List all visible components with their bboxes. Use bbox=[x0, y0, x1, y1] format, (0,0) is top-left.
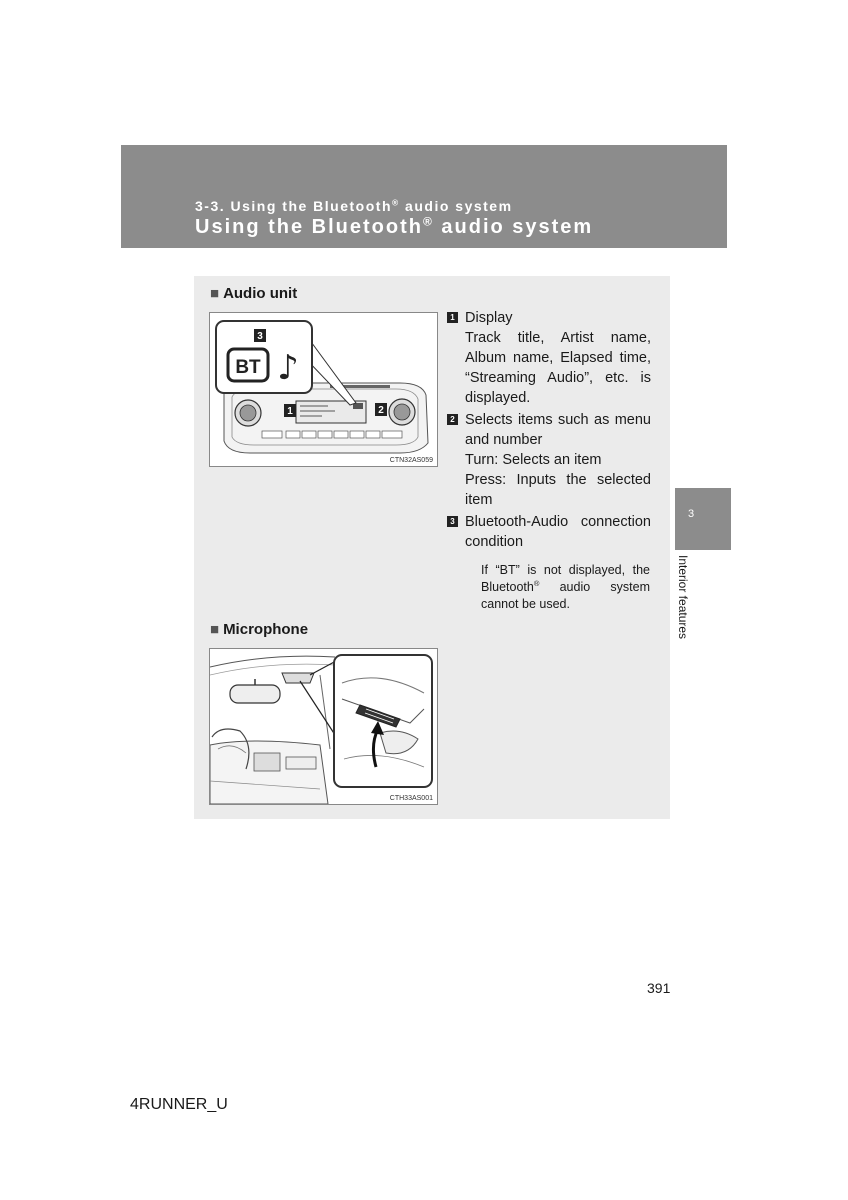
microphone-illustration bbox=[210, 649, 437, 804]
list-item bbox=[447, 308, 651, 408]
callout-list bbox=[447, 308, 651, 554]
chapter-tab bbox=[675, 488, 731, 550]
item-number: 2 bbox=[447, 414, 458, 425]
bt-note: If “BT” is not displayed, the Bluetooth® audio system cannot be used. bbox=[481, 563, 650, 611]
item-number: 3 bbox=[447, 516, 458, 527]
audio-unit-illustration bbox=[210, 313, 437, 466]
item-text: Turn: Selects an item bbox=[465, 452, 602, 468]
page-title: Using the Bluetooth® audio system bbox=[195, 214, 594, 238]
callout-3: 3 bbox=[257, 331, 263, 342]
audio-unit-heading: ■ Audio unit bbox=[210, 285, 298, 302]
music-note-icon: ♪ bbox=[277, 348, 299, 388]
list-item bbox=[447, 410, 651, 510]
item-text: Press: Inputs the selected item bbox=[465, 472, 651, 508]
microphone-figure bbox=[209, 648, 438, 805]
chapter-header bbox=[121, 145, 727, 248]
list-item bbox=[447, 512, 651, 552]
page-number: 391 bbox=[647, 980, 671, 996]
callout-1: 1 bbox=[287, 406, 293, 417]
audio-unit-figure bbox=[209, 312, 438, 467]
model-code: 4RUNNER_U bbox=[130, 1096, 228, 1113]
item-number: 1 bbox=[447, 312, 458, 323]
chapter-label: Interior features bbox=[676, 555, 690, 640]
section-subtitle: 3-3. Using the Bluetooth® audio system bbox=[195, 197, 513, 214]
callout-2: 2 bbox=[378, 405, 384, 416]
item-text: Bluetooth-Audio connection condition bbox=[465, 514, 651, 550]
audio-figure-code: CTN32AS059 bbox=[389, 457, 433, 464]
bt-status-label: BT bbox=[235, 357, 261, 378]
chapter-number: 3 bbox=[688, 508, 695, 520]
item-text: Selects items such as menu and number bbox=[465, 412, 651, 448]
microphone-heading: ■ Microphone bbox=[210, 621, 309, 638]
item-text: Track title, Artist name, Album name, Elapsed time, “Streaming Audio”, etc. is displayed. bbox=[465, 330, 651, 406]
item-text: Display bbox=[465, 310, 513, 326]
microphone-figure-code: CTH33AS001 bbox=[389, 795, 433, 802]
